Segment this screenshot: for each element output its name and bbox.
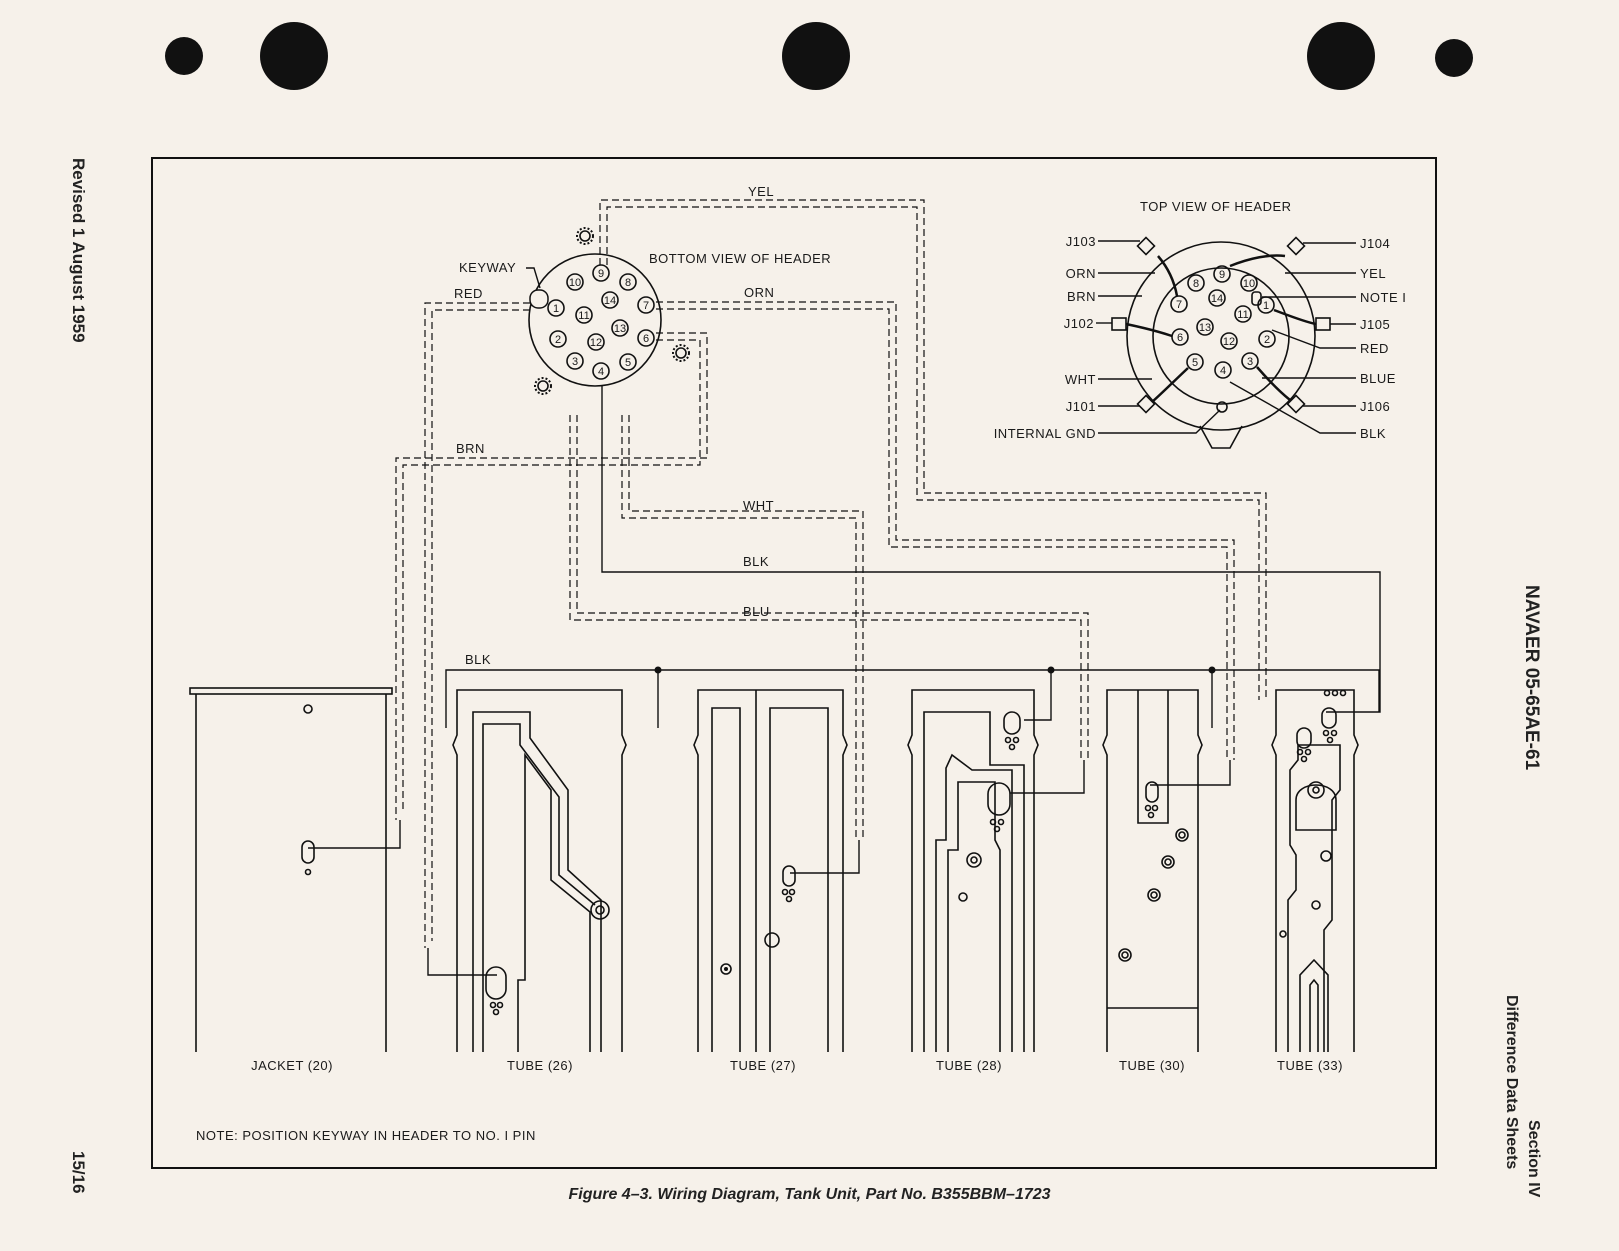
wire-wht [622,415,863,873]
top-header [994,199,1407,448]
tube-26 [453,690,626,1073]
svg-text:4: 4 [597,366,605,378]
revision-date: Revised 1 August 1959 [69,158,88,343]
top-pin-9 [1214,266,1230,282]
top-header-title: TOP VIEW OF HEADER [1140,199,1292,214]
tube-33 [1272,690,1358,1073]
label-j101: J101 [1065,399,1096,414]
tube-28-label: TUBE (28) [936,1058,1002,1073]
label-wht: WHT [1064,372,1096,387]
top-pin-7 [1171,296,1187,312]
svg-text:7: 7 [642,300,650,312]
svg-text:5: 5 [1191,357,1199,369]
svg-text:1: 1 [552,303,560,315]
pin-13 [612,320,628,336]
keyway-label: KEYWAY [459,260,517,275]
figure-caption: Figure 4–3. Wiring Diagram, Tank Unit, Part No. B355BBM–1723 [568,1186,1051,1203]
label-j102: J102 [1063,316,1094,331]
pin-11 [576,307,592,323]
svg-text:9: 9 [597,268,605,280]
pin-8 [620,274,636,290]
gear-icon [673,345,689,361]
wire-label-red: RED [454,286,483,301]
header-tab [1288,396,1305,413]
top-pin-13 [1197,319,1213,335]
section-title: Difference Data Sheets [1503,995,1520,1170]
top-pin-11 [1235,306,1251,322]
label-j104: J104 [1360,236,1391,251]
tube-30-label: TUBE (30) [1119,1058,1185,1073]
top-pin-2 [1259,331,1275,347]
pin-9 [593,265,609,281]
top-pin-8 [1188,275,1204,291]
pin-6 [638,330,654,346]
label-internal-gnd: INTERNAL GND [993,426,1096,441]
figure-note: NOTE: POSITION KEYWAY IN HEADER TO NO. I PIN [196,1128,536,1143]
top-pin-3 [1242,353,1258,369]
wire-label-orn: ORN [744,285,775,300]
svg-text:7: 7 [1175,299,1183,311]
top-pin-12 [1221,333,1237,349]
wire-label-blk-lower: BLK [465,652,492,667]
svg-text:11: 11 [1237,309,1249,321]
svg-text:2: 2 [1263,334,1271,346]
pin-4 [593,363,609,379]
top-pin-6 [1172,329,1188,345]
label-blk: BLK [1360,426,1387,441]
wire-orn [656,285,1234,785]
label-orn: ORN [1065,266,1096,281]
svg-text:6: 6 [1176,332,1184,344]
label-j105: J105 [1360,317,1391,332]
header-tab [1138,396,1155,413]
gear-icon [577,228,593,244]
label-yel: YEL [1360,266,1387,281]
label-blue: BLUE [1360,371,1396,386]
svg-text:12: 12 [1222,336,1236,348]
tube-28 [908,690,1038,1073]
top-pin-4 [1215,362,1231,378]
jacket-20 [190,688,392,1073]
wire-label-brn: BRN [456,441,485,456]
top-pin-14 [1209,290,1225,306]
wire-6 [308,333,707,848]
tube-26-label: TUBE (26) [507,1058,573,1073]
wire-label-blu: BLU [743,604,770,619]
svg-text:5: 5 [624,357,632,369]
svg-text:12: 12 [589,337,603,349]
svg-text:2: 2 [554,334,562,346]
header-tab [1138,238,1155,255]
label-j103: J103 [1065,234,1096,249]
wire-blk-upper [602,385,1380,712]
pin-7 [638,297,654,313]
svg-text:8: 8 [1192,278,1200,290]
svg-text:1: 1 [1262,300,1270,312]
tube-27 [694,690,847,1073]
bottom-header-title: BOTTOM VIEW OF HEADER [649,251,832,266]
pin-10 [567,274,583,290]
section-number: Section IV [1525,1120,1542,1198]
pin-5 [620,354,636,370]
svg-text:13: 13 [613,323,627,335]
top-pin-10 [1241,275,1257,291]
svg-text:14: 14 [1210,293,1224,305]
wire-blu [570,415,1088,793]
gear-icon [535,378,551,394]
label-j106: J106 [1360,399,1391,414]
tube-27-label: TUBE (27) [730,1058,796,1073]
svg-text:8: 8 [624,277,632,289]
svg-text:3: 3 [571,356,579,368]
svg-text:10: 10 [1242,278,1256,290]
svg-text:13: 13 [1198,322,1212,334]
header-tab [1288,238,1305,255]
top-pin-5 [1187,354,1203,370]
pin-12 [588,334,604,350]
label-brn: BRN [1067,289,1096,304]
pin-2 [550,331,566,347]
svg-text:4: 4 [1219,365,1227,377]
wire-label-blk-upper: BLK [743,554,770,569]
wire-label-yel: YEL [748,184,775,199]
pin-14 [602,292,618,308]
svg-text:9: 9 [1218,269,1226,281]
label-red: RED [1360,341,1389,356]
svg-text:14: 14 [603,295,617,307]
jacket-label: JACKET (20) [251,1058,333,1073]
svg-text:3: 3 [1246,356,1254,368]
document-number: NAVAER 05-65AE-61 [1521,585,1542,771]
bottom-header [459,228,831,394]
pin-3 [567,353,583,369]
pin-1 [548,300,564,316]
svg-text:10: 10 [568,277,582,289]
tube-33-label: TUBE (33) [1277,1058,1343,1073]
svg-text:6: 6 [642,333,650,345]
svg-text:11: 11 [578,310,590,322]
wire-red [425,286,530,975]
wire-label-wht: WHT [743,498,775,513]
label-note-1: NOTE I [1360,290,1407,305]
tube-30 [1103,690,1202,1073]
page-number: 15/16 [69,1151,88,1194]
